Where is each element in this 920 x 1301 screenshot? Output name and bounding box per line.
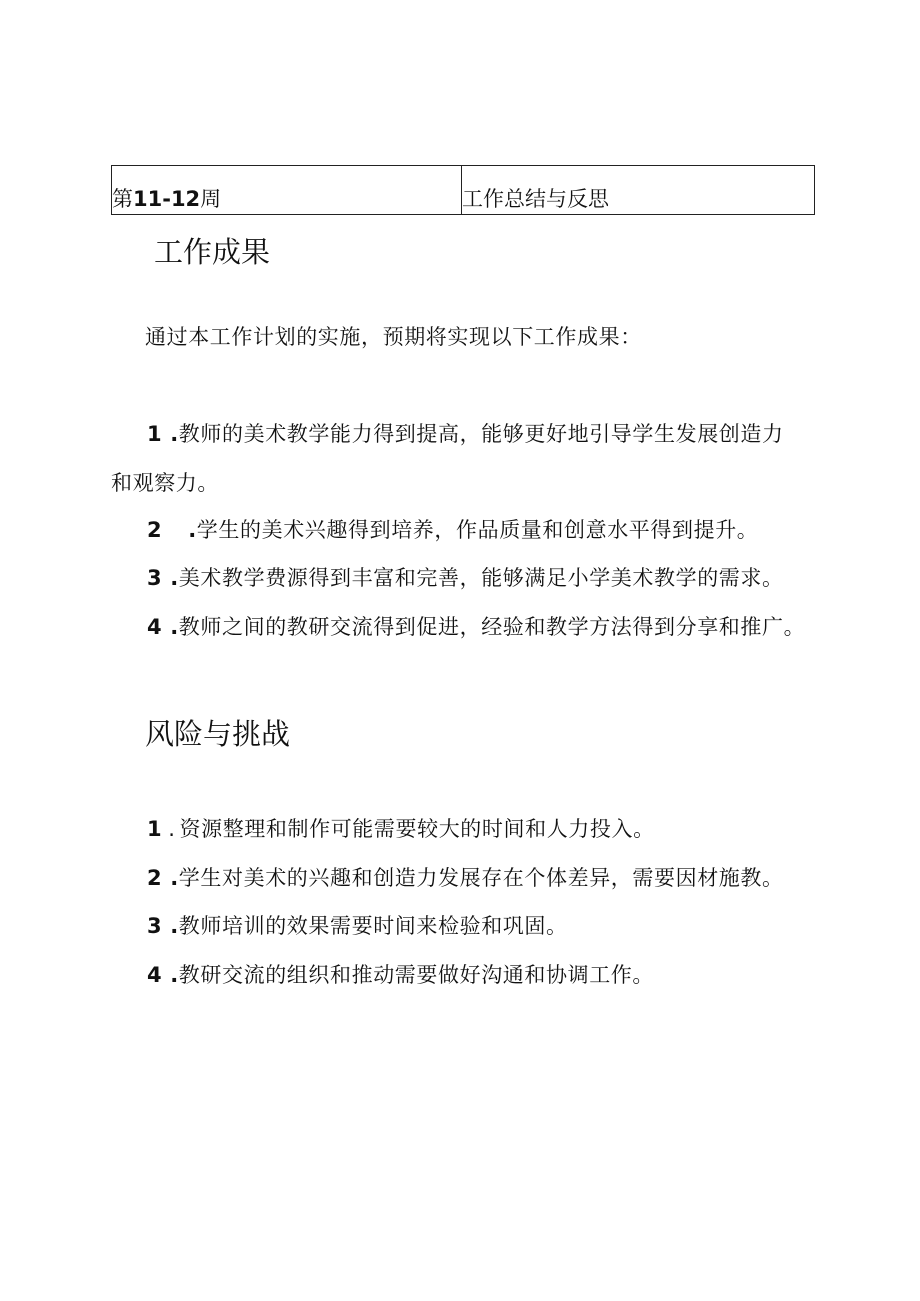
risk-item-number: 1: [147, 817, 163, 841]
risk-item-4: 4 .教研交流的组织和推动需要做好沟通和协调工作。: [147, 963, 654, 987]
table-row: [112, 166, 815, 215]
result-item-1-continuation: 和观察力。: [111, 471, 219, 495]
week-prefix: 第: [112, 187, 133, 211]
risk-item-1: 1 . 资源整理和制作可能需要较大的时间和人力投入。: [147, 817, 655, 841]
result-item-number: 1: [147, 422, 163, 446]
risk-item-2: 2 .学生对美术的兴趣和创造力发展存在个体差异，需要因材施教。: [147, 866, 784, 890]
risk-item-3: 3 .教师培训的效果需要时间来检验和巩固。: [147, 914, 568, 938]
result-item-4: 4 .教师之间的教研交流得到促进，经验和教学方法得到分享和推广。: [147, 615, 806, 639]
result-item-text: 美术教学费源得到丰富和完善，能够满足小学美术教学的需求。: [178, 566, 784, 590]
risk-item-number: 2: [147, 866, 163, 890]
week-suffix: 周: [200, 187, 222, 211]
week-cell: [112, 166, 462, 215]
task-cell: 工作总结与反思: [462, 166, 815, 215]
results-intro: 通过本工作计划的实施，预期将实现以下工作成果：: [145, 325, 642, 349]
result-item-number: 3: [147, 566, 163, 590]
result-item-2: 2 .学生的美术兴趣得到培养，作品质量和创意水平得到提升。: [147, 518, 759, 542]
result-item-text: 教师的美术教学能力得到提高，能够更好地引导学生发展创造力: [178, 422, 784, 446]
result-item-3: 3 .美术教学费源得到丰富和完善，能够满足小学美术教学的需求。: [147, 566, 784, 590]
result-item-text: 教师之间的教研交流得到促进，经验和教学方法得到分享和推广。: [178, 615, 806, 639]
risk-item-number: 3: [147, 914, 163, 938]
result-item-text: 学生的美术兴趣得到培养，作品质量和创意水平得到提升。: [196, 518, 759, 542]
risk-item-text: 学生对美术的兴趣和创造力发展存在个体差异，需要因材施教。: [178, 866, 784, 890]
risk-item-text: 资源整理和制作可能需要较大的时间和人力投入。: [179, 817, 655, 841]
risk-item-text: 教师培训的效果需要时间来检验和巩固。: [178, 914, 568, 938]
week-number: 11-12: [133, 187, 201, 211]
result-item-number: 2: [147, 518, 163, 542]
risk-item-text: 教研交流的组织和推动需要做好沟通和协调工作。: [178, 963, 654, 987]
schedule-table: [111, 165, 815, 215]
result-item-1: 1 .教师的美术教学能力得到提高，能够更好地引导学生发展创造力: [147, 422, 784, 446]
results-heading: 工作成果: [154, 235, 271, 269]
risks-heading: 风险与挑战: [145, 717, 291, 751]
result-item-number: 4: [147, 615, 163, 639]
risk-item-number: 4: [147, 963, 163, 987]
